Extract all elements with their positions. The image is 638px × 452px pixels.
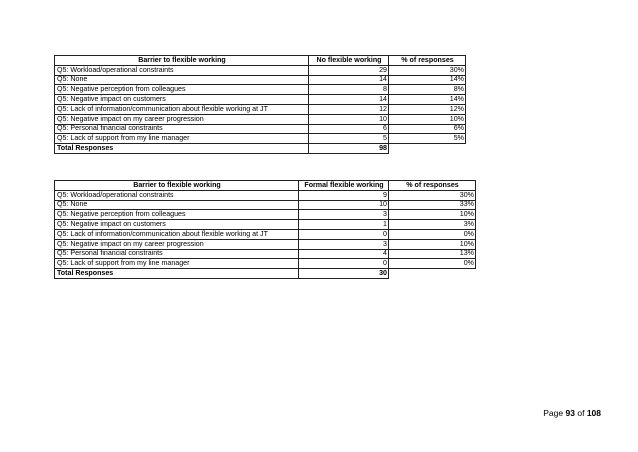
percent-cell: 5% — [389, 134, 466, 144]
percent-cell: 8% — [389, 85, 466, 95]
table-row — [55, 85, 466, 95]
percent-cell: 30% — [389, 190, 476, 200]
percent-cell: 12% — [389, 104, 466, 114]
total-value: 30 — [299, 269, 389, 279]
count-cell: 12 — [309, 104, 389, 114]
barrier-cell: Q5: Personal financial constraints — [55, 249, 299, 259]
total-row — [55, 269, 476, 279]
column-header-count: No flexible working — [309, 56, 389, 66]
table-row — [55, 210, 476, 220]
column-header-percent: % of responses — [389, 56, 466, 66]
total-row — [55, 144, 466, 154]
percent-cell: 6% — [389, 124, 466, 134]
count-cell: 10 — [299, 200, 389, 210]
page-word: Page — [543, 408, 564, 418]
table-header-row — [55, 181, 476, 191]
column-header-barrier: Barrier to flexible working — [55, 56, 309, 66]
page-footer — [543, 408, 601, 418]
of-word: of — [577, 408, 585, 418]
total-label: Total Responses — [55, 269, 299, 279]
percent-cell: 10% — [389, 114, 466, 124]
barrier-cell: Q5: Lack of information/communication about flexible working at JT — [55, 229, 299, 239]
page-number: 93 — [565, 408, 575, 418]
count-cell: 14 — [309, 95, 389, 105]
total-value: 98 — [309, 144, 389, 154]
barrier-cell: Q5: Personal financial constraints — [55, 124, 309, 134]
percent-cell: 14% — [389, 95, 466, 105]
barrier-cell: Q5: Negative impact on my career progression — [55, 114, 309, 124]
barrier-cell: Q5: Workload/operational constraints — [55, 65, 309, 75]
count-cell: 3 — [299, 239, 389, 249]
percent-cell: 3% — [389, 220, 476, 230]
table-row — [55, 259, 476, 269]
total-pages: 108 — [586, 408, 601, 418]
percent-cell: 0% — [389, 229, 476, 239]
count-cell: 0 — [299, 259, 389, 269]
table-row — [55, 249, 476, 259]
table-header-row — [55, 56, 466, 66]
table-row — [55, 95, 466, 105]
barrier-cell: Q5: Lack of support from my line manager — [55, 259, 299, 269]
table-row — [55, 190, 476, 200]
percent-cell: 14% — [389, 75, 466, 85]
table-row — [55, 104, 466, 114]
percent-cell: 0% — [389, 259, 476, 269]
barrier-cell: Q5: Lack of information/communication about flexible working at JT — [55, 104, 309, 114]
percent-cell: 10% — [389, 239, 476, 249]
barrier-cell: Q5: Negative perception from colleagues — [55, 85, 309, 95]
barrier-cell: Q5: Workload/operational constraints — [55, 190, 299, 200]
total-label: Total Responses — [55, 144, 309, 154]
no-flexible-working-table — [54, 55, 466, 154]
count-cell: 3 — [299, 210, 389, 220]
table-row — [55, 65, 466, 75]
column-header-barrier: Barrier to flexible working — [55, 181, 299, 191]
count-cell: 4 — [299, 249, 389, 259]
table-row — [55, 124, 466, 134]
table-row — [55, 134, 466, 144]
table-row — [55, 220, 476, 230]
percent-cell: 33% — [389, 200, 476, 210]
table-row — [55, 75, 466, 85]
column-header-count: Formal flexible working — [299, 181, 389, 191]
barrier-cell: Q5: None — [55, 75, 309, 85]
count-cell: 5 — [309, 134, 389, 144]
barrier-cell: Q5: Negative impact on customers — [55, 220, 299, 230]
count-cell: 6 — [309, 124, 389, 134]
barrier-cell: Q5: Lack of support from my line manager — [55, 134, 309, 144]
count-cell: 29 — [309, 65, 389, 75]
barrier-cell: Q5: Negative perception from colleagues — [55, 210, 299, 220]
count-cell: 10 — [309, 114, 389, 124]
table-row — [55, 200, 476, 210]
percent-cell: 10% — [389, 210, 476, 220]
count-cell: 1 — [299, 220, 389, 230]
barrier-cell: Q5: Negative impact on customers — [55, 95, 309, 105]
percent-cell: 30% — [389, 65, 466, 75]
count-cell: 8 — [309, 85, 389, 95]
table-row — [55, 229, 476, 239]
table-row — [55, 114, 466, 124]
count-cell: 9 — [299, 190, 389, 200]
formal-flexible-working-table — [54, 180, 476, 279]
barrier-cell: Q5: Negative impact on my career progression — [55, 239, 299, 249]
count-cell: 14 — [309, 75, 389, 85]
table-row — [55, 239, 476, 249]
column-header-percent: % of responses — [389, 181, 476, 191]
count-cell: 0 — [299, 229, 389, 239]
percent-cell: 13% — [389, 249, 476, 259]
barrier-cell: Q5: None — [55, 200, 299, 210]
